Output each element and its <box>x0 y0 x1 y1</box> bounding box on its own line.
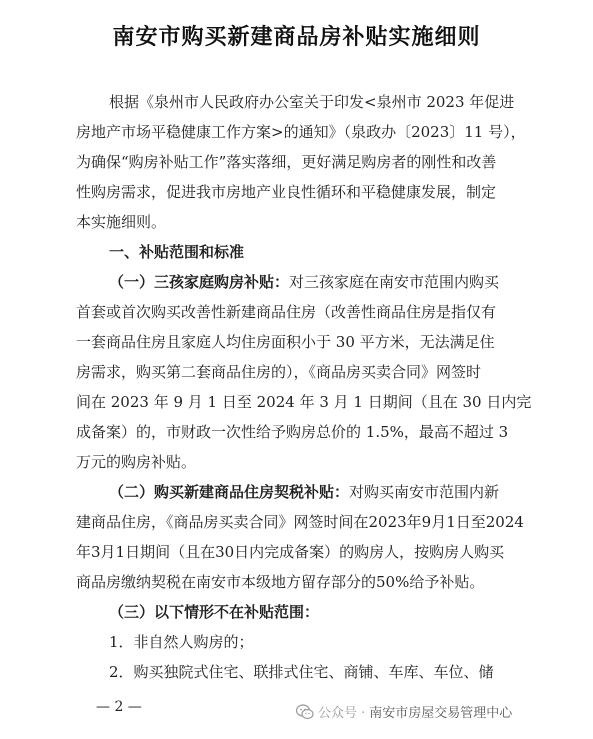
item1-first-text: 对三孩家庭在南安市范围内购买 <box>289 273 500 291</box>
item2-first-line <box>109 482 499 502</box>
paragraph-line: 首套或首次购买改善性新建商品住房（改善性商品住房是指仅有 <box>76 303 497 321</box>
paragraph-line: 为确保“购房补贴工作”落实落细，更好满足购房者的刚性和改善 <box>76 153 497 171</box>
item3-heading: （三）以下情形不在补贴范围： <box>109 603 320 621</box>
watermark <box>296 702 512 721</box>
paragraph-line: 成备案）的，市财政一次性给予购房总价的 1.5%，最高不超过 3 <box>76 423 509 441</box>
item2-label: （二）购买新建商品住房契税补贴： <box>109 483 350 501</box>
item1-label: （一）三孩家庭购房补贴： <box>109 273 290 291</box>
watermark-prefix: 公众号 · <box>318 706 366 721</box>
paragraph-line: 商品房缴纳契税在南安市本级地方留存部分的50%给予补贴。 <box>76 573 485 591</box>
paragraph-line: 万元的购房补贴。 <box>76 453 197 471</box>
document-title: 南安市购买新建商品房补贴实施细则 <box>112 25 481 50</box>
item1-first-line <box>109 272 499 292</box>
paragraph-line: 房地产市场平稳健康工作方案>的通知》（泉政办〔2023〕11 号）， <box>76 123 526 141</box>
paragraph-line: 本实施细则。 <box>76 213 167 231</box>
paragraph-line: 建商品住房，《商品房买卖合同》网签时间在2023年9月1日至2024 <box>76 513 524 531</box>
paragraph-line: 一套商品住房且家庭人均住房面积小于 30 平方米，无法满足住 <box>76 333 495 351</box>
paragraph-line: 间在 2023 年 9 月 1 日至 2024 年 3 月 1 日期间（且在 30 日内完 <box>76 393 532 411</box>
paragraph-line: 根据《泉州市人民政府办公室关于印发<泉州市 2023 年促进 <box>109 93 515 111</box>
watermark-source: 南安市房屋交易管理中心 <box>369 706 513 721</box>
item2-first-text: 对购买南安市范围内新 <box>349 483 500 501</box>
paragraph-line: 年3月1日期间（且在30日内完成备案）的购房人，按购房人购买 <box>76 543 505 561</box>
page-number: — 2 — <box>96 699 142 715</box>
paragraph-line: 房需求，购买第二套商品住房的），《商品房买卖合同》网签时 <box>76 363 482 381</box>
item3-sub2: 2．购买独院式住宅、联排式住宅、商铺、车库、车位、储 <box>109 663 494 681</box>
section-heading: 一、补贴范围和标准 <box>109 243 245 261</box>
wechat-icon <box>296 704 314 720</box>
item3-sub1: 1．非自然人购房的； <box>109 633 254 651</box>
paragraph-line: 性购房需求，促进我市房地产业良性循环和平稳健康发展，制定 <box>76 183 497 201</box>
